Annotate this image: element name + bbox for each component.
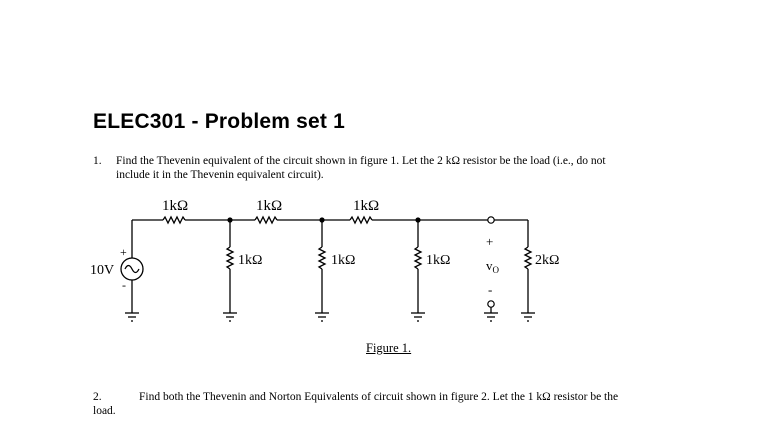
- vo-label: $v_O$: [486, 258, 499, 275]
- ground-symbols: [125, 313, 535, 321]
- page-title: ELEC301 - Problem set 1: [93, 110, 346, 133]
- shunt-resistor-label-1: 1kΩ: [238, 253, 263, 268]
- source-minus-sign: -: [122, 278, 126, 292]
- series-resistor-label-3: 1kΩ: [353, 198, 380, 214]
- problem-1-line-2: include it in the Thevenin equivalent circuit).: [116, 169, 324, 181]
- problem-1-line-1: Find the Thevenin equivalent of the circuit shown in figure 1. Let the 2 kΩ resistor be the load (i.e., do not: [116, 155, 606, 167]
- source-plus-sign: +: [120, 245, 127, 259]
- problem-1-number: 1.: [93, 155, 102, 167]
- problem-2-line-2: load.: [93, 405, 116, 417]
- node-dot-3: [415, 217, 420, 222]
- node-dot-1: [227, 217, 232, 222]
- series-resistor-label-2: 1kΩ: [256, 198, 283, 214]
- load-resistor-label: 2kΩ: [535, 253, 560, 268]
- vo-plus-sign: +: [486, 234, 494, 249]
- node-dot-2: [319, 217, 324, 222]
- series-resistor-label-1: 1kΩ: [162, 198, 189, 214]
- shunt-resistor-label-3: 1kΩ: [426, 253, 451, 268]
- problem-2-line-1: Find both the Thevenin and Norton Equivalents of circuit shown in figure 2. Let the 1 kΩ resistor be the: [139, 391, 619, 403]
- source-voltage-label: 10V: [90, 263, 115, 278]
- figure-1-caption: Figure 1.: [366, 341, 412, 355]
- shunt-resistor-label-2: 1kΩ: [331, 253, 356, 268]
- vo-minus-sign: -: [488, 282, 493, 297]
- problem-2-number: 2.: [93, 391, 102, 403]
- vo-terminal-top: [488, 217, 494, 223]
- vo-terminal-bottom: [488, 301, 494, 307]
